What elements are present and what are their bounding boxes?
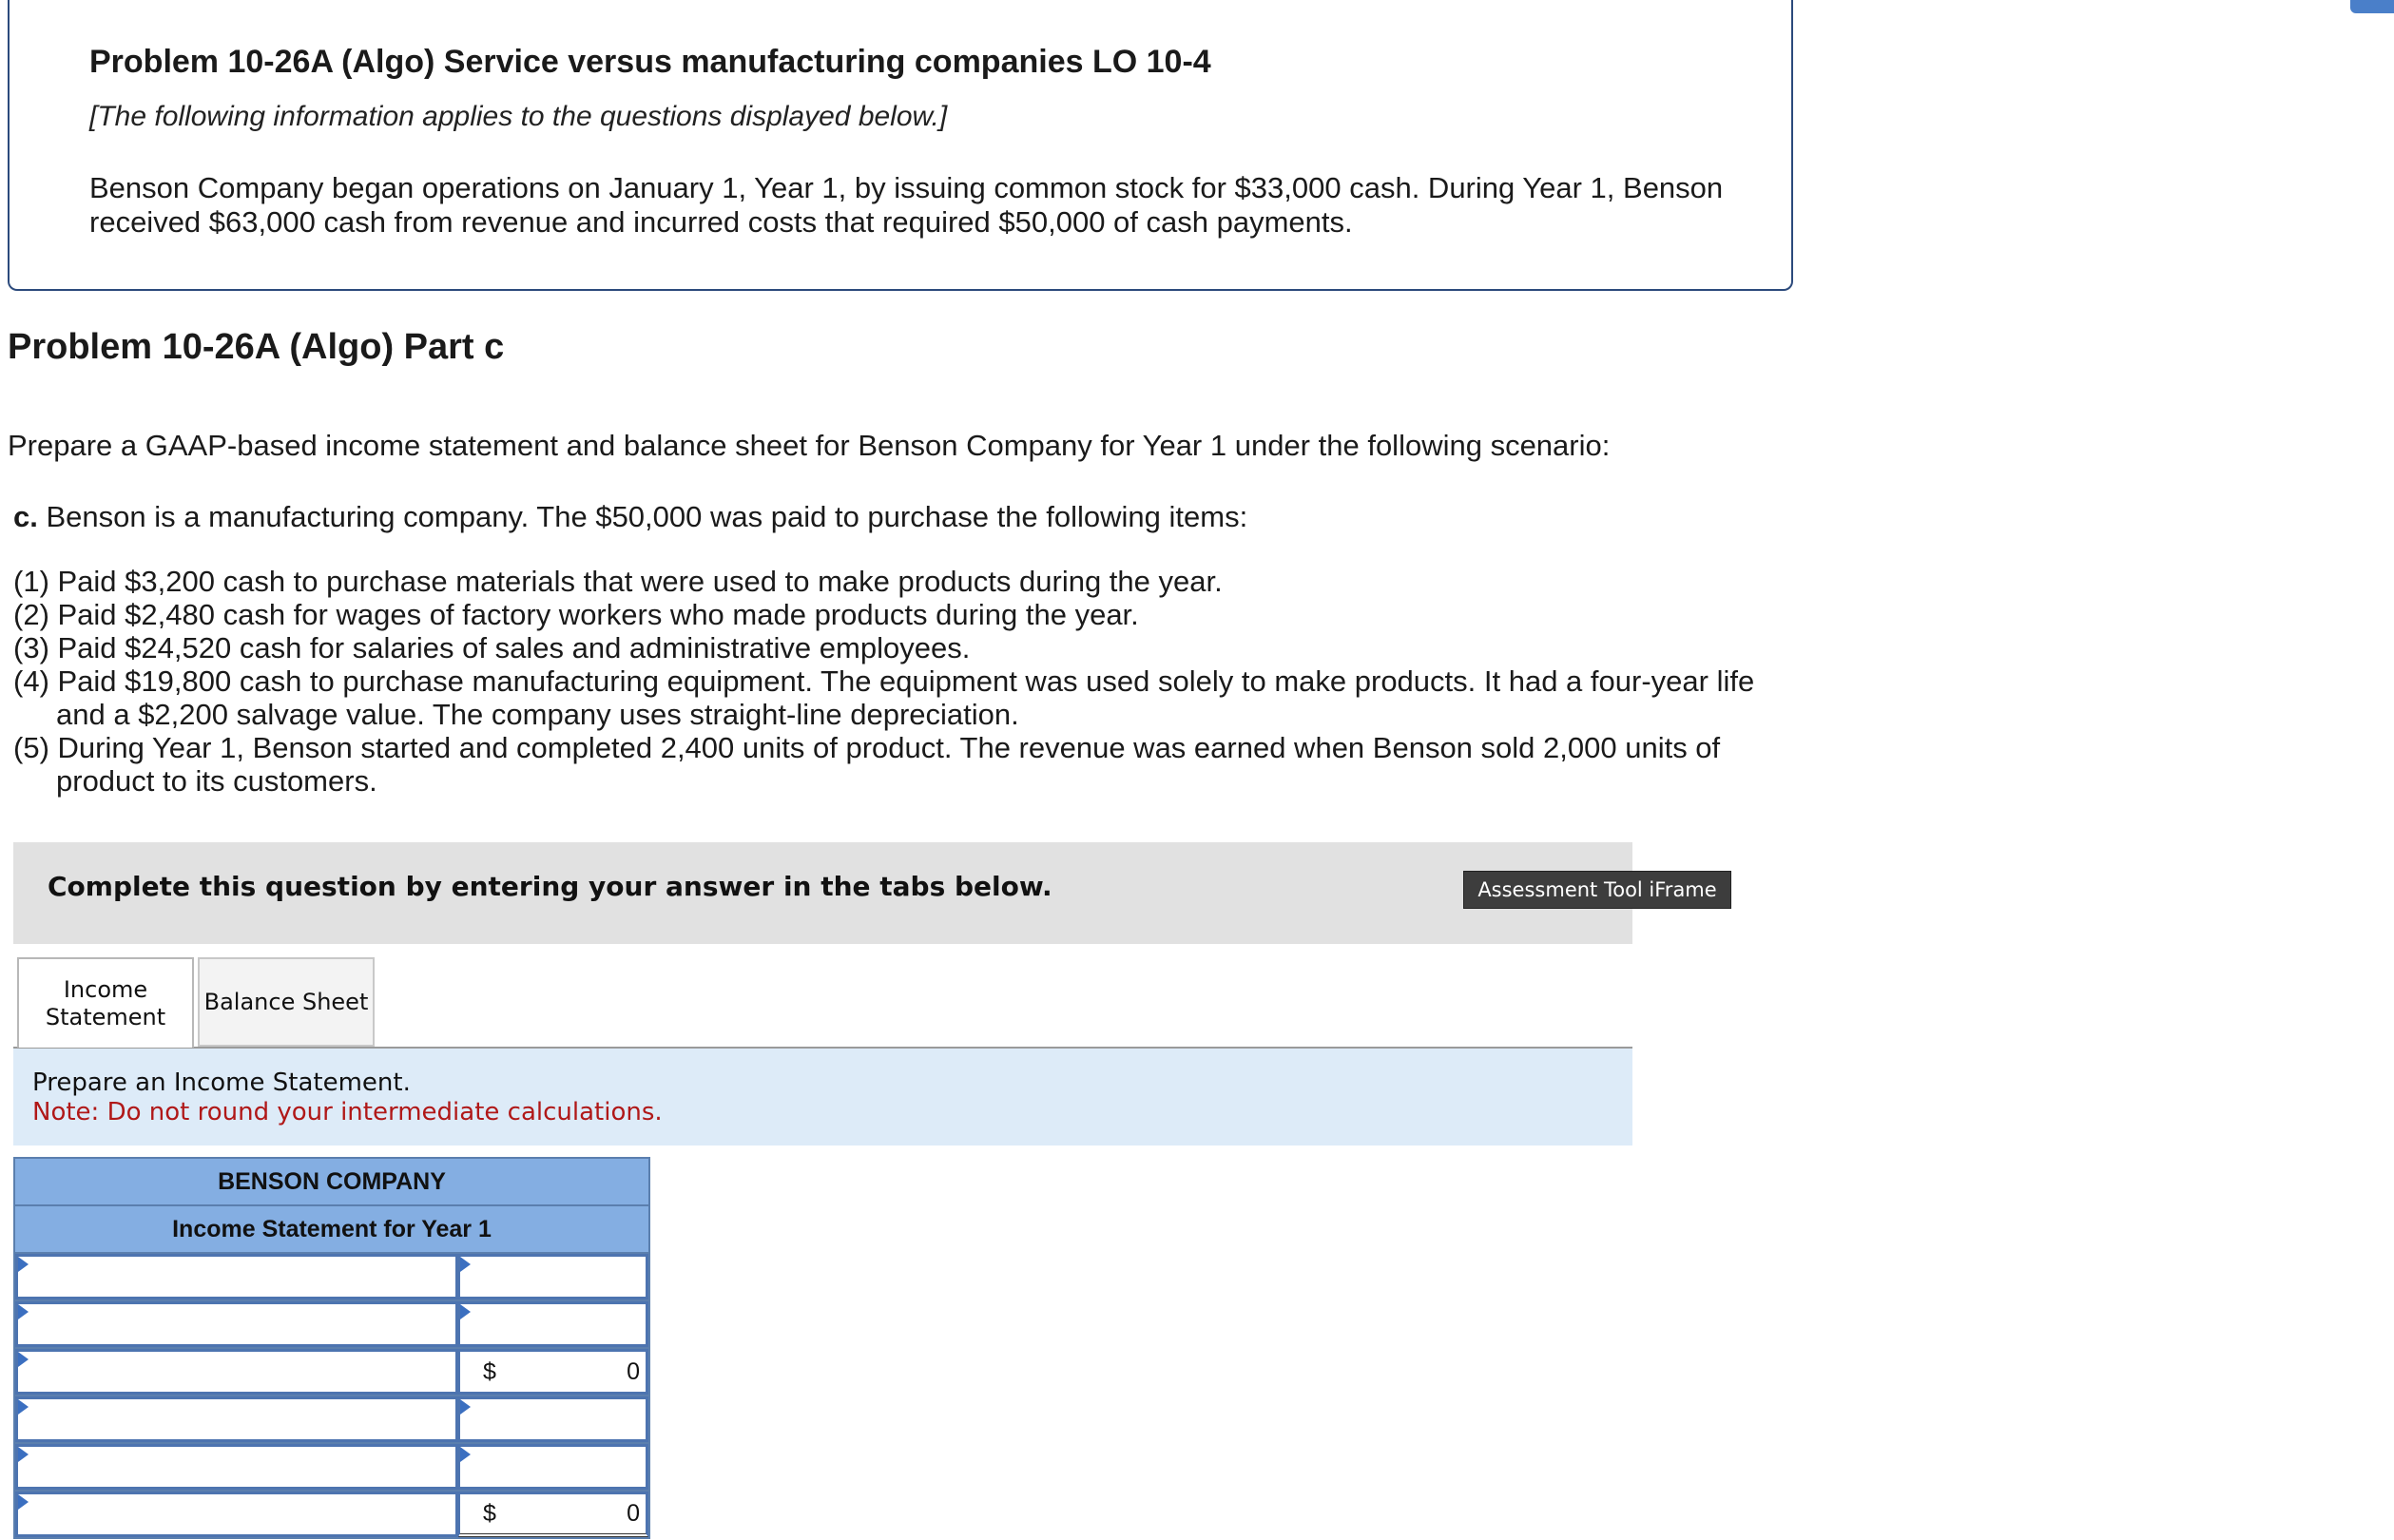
- dollar-sign: $: [483, 1500, 496, 1527]
- problem-title: Problem 10-26A (Algo) Service versus manufacturing companies LO 10-4: [89, 44, 1211, 80]
- table-row: [15, 1301, 648, 1349]
- dollar-sign: $: [483, 1357, 496, 1385]
- statement-title: Income Statement for Year 1: [15, 1206, 648, 1254]
- amount-total: [458, 1349, 648, 1395]
- description-input[interactable]: [15, 1301, 458, 1347]
- dropdown-marker-icon: [18, 1494, 29, 1510]
- cost-items-list: [13, 565, 1801, 798]
- list-item: (4) Paid $19,800 cash to purchase manufacturing equipment. The equipment was used solely to make products. It had a four-year life and a $2,200 salvage value. The company uses straight-line depreciation.: [13, 664, 1755, 731]
- scenario-description: Benson is a manufacturing company. The $50,000 was paid to purchase the following items:: [46, 500, 1248, 533]
- problem-body: Benson Company began operations on January 1, Year 1, by issuing common stock for $33,000 cash. During Year 1, Benson received $63,000 cash from revenue and incurred costs that required $50,000 of cash payments.: [89, 171, 1724, 239]
- list-item: (1) Paid $3,200 cash to purchase materials that were used to make products during the year.: [13, 565, 1223, 598]
- table-row: [15, 1492, 648, 1537]
- description-input[interactable]: [15, 1254, 458, 1299]
- description-input[interactable]: [15, 1349, 458, 1395]
- list-item: (2) Paid $2,480 cash for wages of factory workers who made products during the year.: [13, 598, 1139, 631]
- dropdown-marker-icon: [460, 1257, 471, 1272]
- table-row: [15, 1254, 648, 1301]
- tab-label: Balance Sheet: [203, 988, 369, 1015]
- prepare-text: Prepare a GAAP-based income statement and balance sheet for Benson Company for Year 1 under the following scenario:: [8, 429, 1611, 462]
- scenario-text: [13, 500, 1247, 534]
- tab-balance-sheet[interactable]: [198, 957, 375, 1047]
- dropdown-marker-icon: [18, 1304, 29, 1319]
- dropdown-marker-icon: [18, 1447, 29, 1462]
- scenario-label: c.: [13, 500, 38, 533]
- income-statement-table: [13, 1157, 650, 1539]
- description-input[interactable]: [15, 1444, 458, 1490]
- amount-input[interactable]: [458, 1396, 648, 1442]
- dropdown-marker-icon: [18, 1399, 29, 1415]
- amount-input[interactable]: [458, 1254, 648, 1299]
- instructions-text: Prepare an Income Statement.: [32, 1068, 411, 1097]
- table-row: [15, 1396, 648, 1444]
- tab-label: Income Statement: [45, 975, 166, 1030]
- list-item: (3) Paid $24,520 cash for salaries of sales and administrative employees.: [13, 631, 971, 664]
- dropdown-marker-icon: [460, 1399, 471, 1415]
- assessment-tool-iframe-button[interactable]: Assessment Tool iFrame: [1463, 871, 1731, 909]
- dropdown-marker-icon: [18, 1257, 29, 1272]
- table-row: [15, 1349, 648, 1396]
- dropdown-marker-icon: [18, 1352, 29, 1367]
- corner-accent: [2350, 0, 2394, 13]
- dropdown-marker-icon: [460, 1447, 471, 1462]
- amount-input[interactable]: [458, 1444, 648, 1490]
- amount-value: 0: [627, 1357, 640, 1385]
- description-input[interactable]: [15, 1396, 458, 1442]
- question-bar-text: Complete this question by entering your answer in the tabs below.: [48, 871, 1052, 902]
- problem-note: [The following information applies to the questions displayed below.]: [89, 101, 948, 132]
- amount-value: 0: [627, 1500, 640, 1527]
- dropdown-marker-icon: [460, 1304, 471, 1319]
- description-input[interactable]: [15, 1492, 458, 1537]
- list-item: (5) During Year 1, Benson started and completed 2,400 units of product. The revenue was earned when Benson sold 2,000 units of product to its customers.: [13, 731, 1721, 798]
- tab-income-statement[interactable]: [17, 957, 194, 1048]
- amount-total: [458, 1492, 648, 1537]
- instructions-note: Note: Do not round your intermediate calculations.: [32, 1098, 663, 1126]
- instructions-panel: [13, 1049, 1632, 1145]
- part-title: Problem 10-26A (Algo) Part c: [8, 327, 505, 367]
- amount-input[interactable]: [458, 1301, 648, 1347]
- statement-company: BENSON COMPANY: [15, 1159, 648, 1206]
- table-row: [15, 1444, 648, 1492]
